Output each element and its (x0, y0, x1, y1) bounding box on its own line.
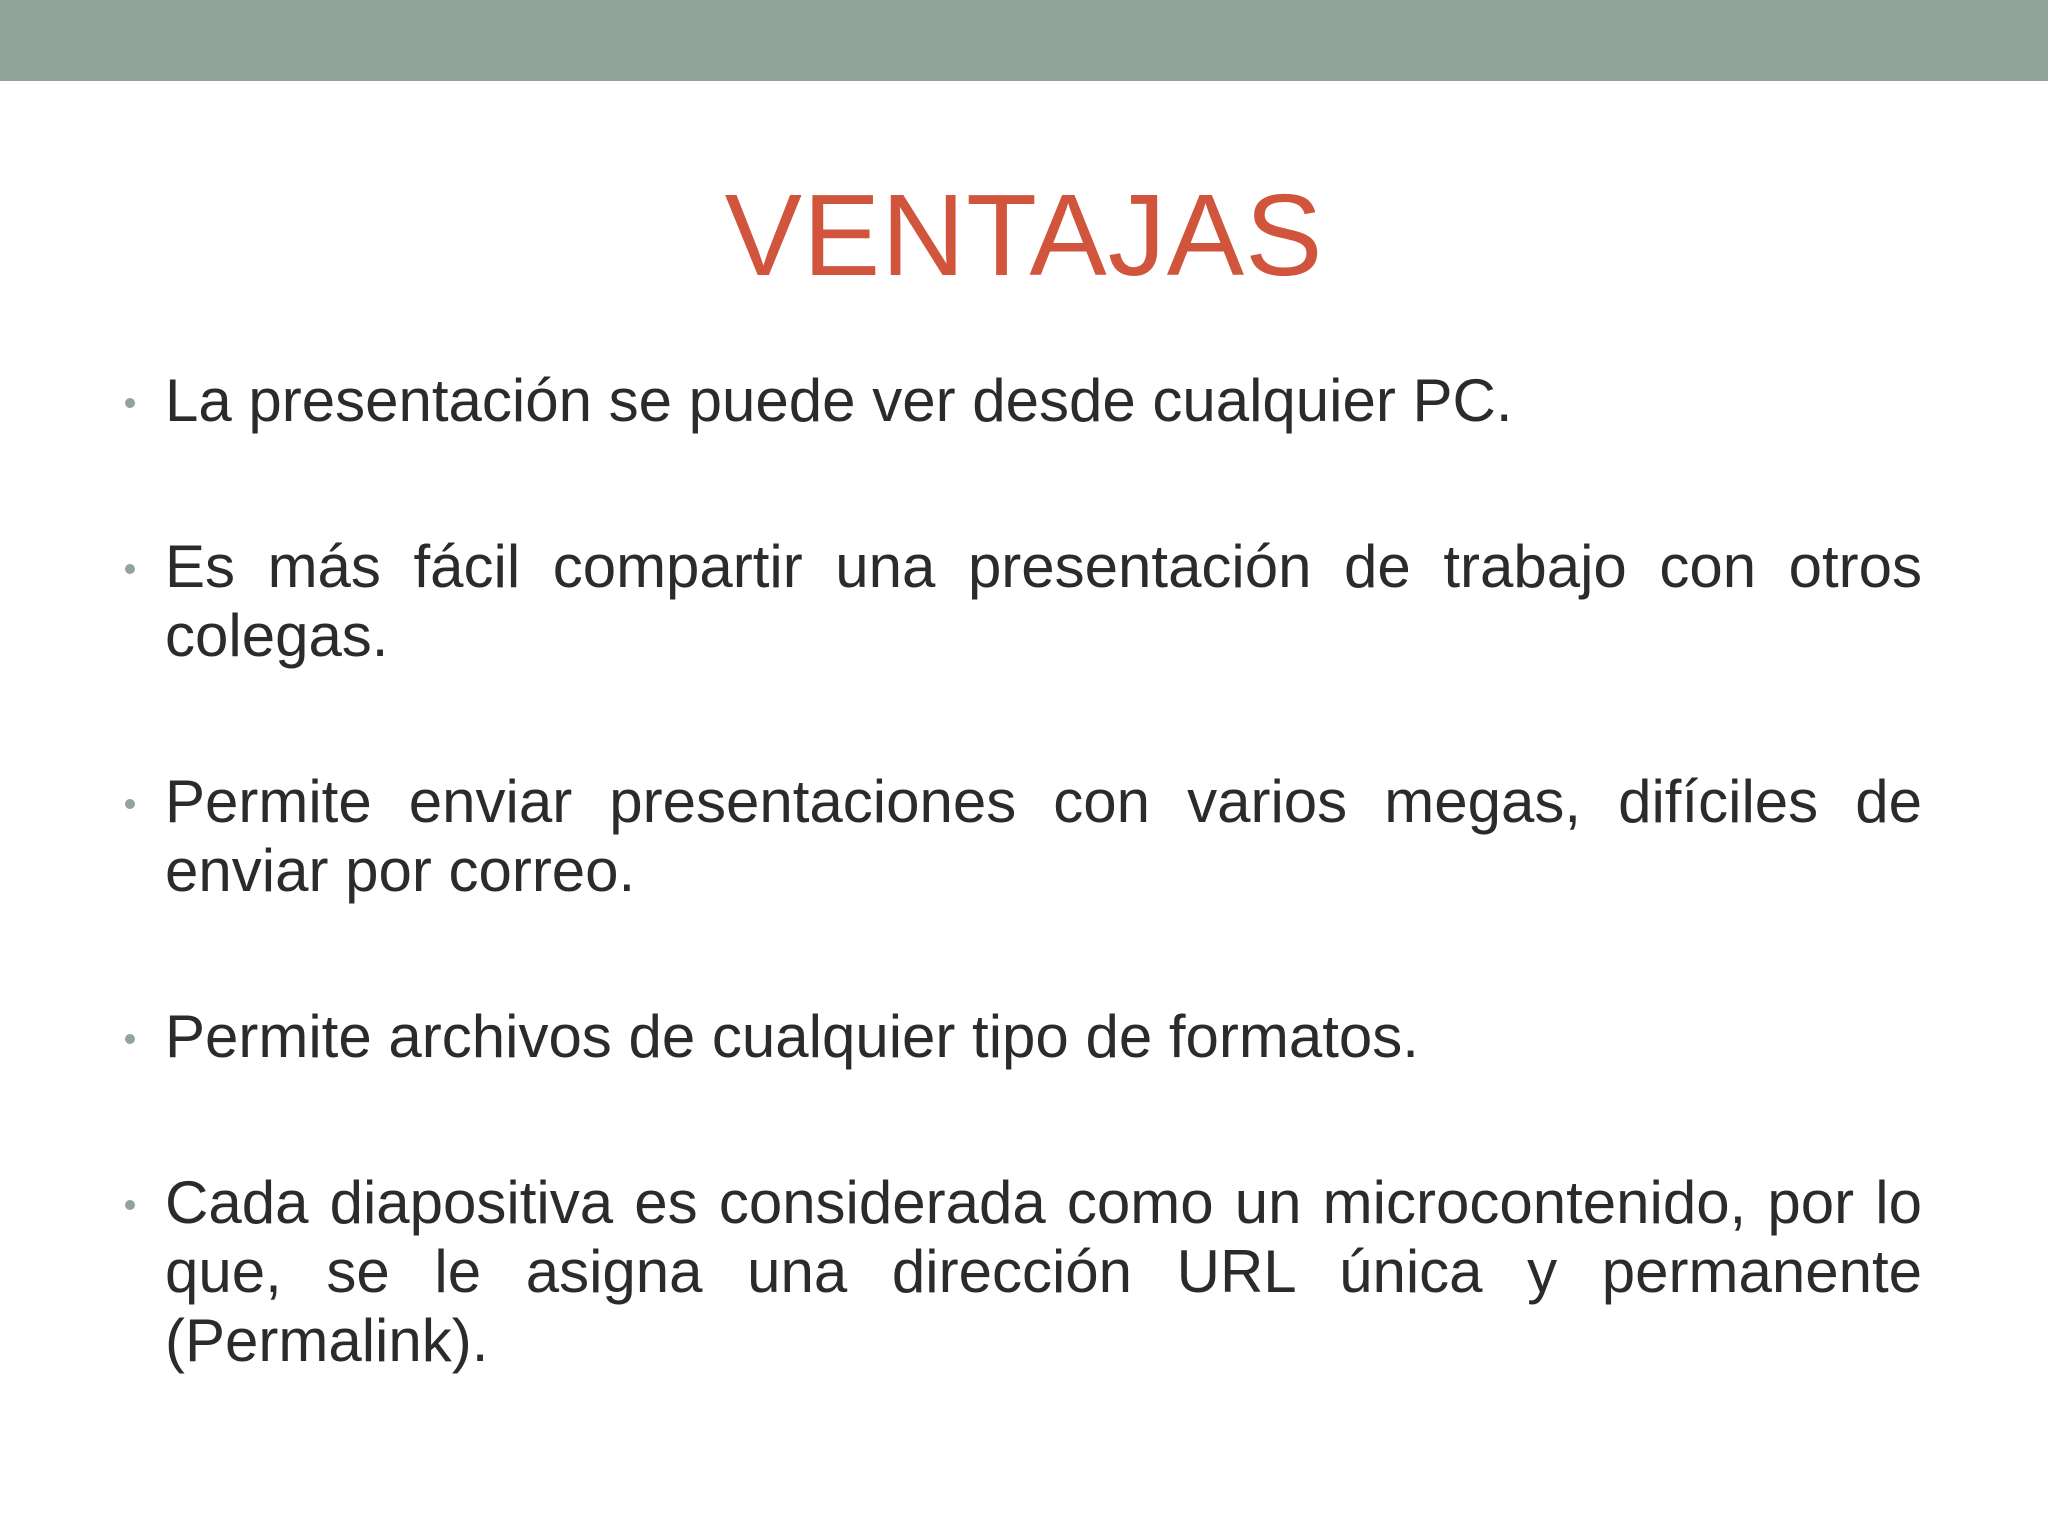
bullet-marker-icon (125, 799, 135, 809)
bullet-text: Permite enviar presentaciones con varios megas, difíciles de enviar por correo. (165, 768, 1922, 904)
bullet-marker-icon (125, 398, 135, 408)
bullet-text: Cada diapositiva es considerada como un microcontenido, por lo que, se le asigna una dirección URL única y permanente (Permalink). (165, 1169, 1922, 1374)
bullet-text: Es más fácil compartir una presentación de trabajo con otros colegas. (165, 533, 1922, 669)
bullet-marker-icon (125, 564, 135, 574)
bullet-marker-icon (125, 1200, 135, 1210)
slide-title: VENTAJAS (724, 170, 1324, 300)
bullet-text: Permite archivos de cualquier tipo de formatos. (165, 1003, 1419, 1070)
bullet-text: La presentación se puede ver desde cualquier PC. (165, 367, 1513, 434)
bullet-marker-icon (125, 1034, 135, 1044)
